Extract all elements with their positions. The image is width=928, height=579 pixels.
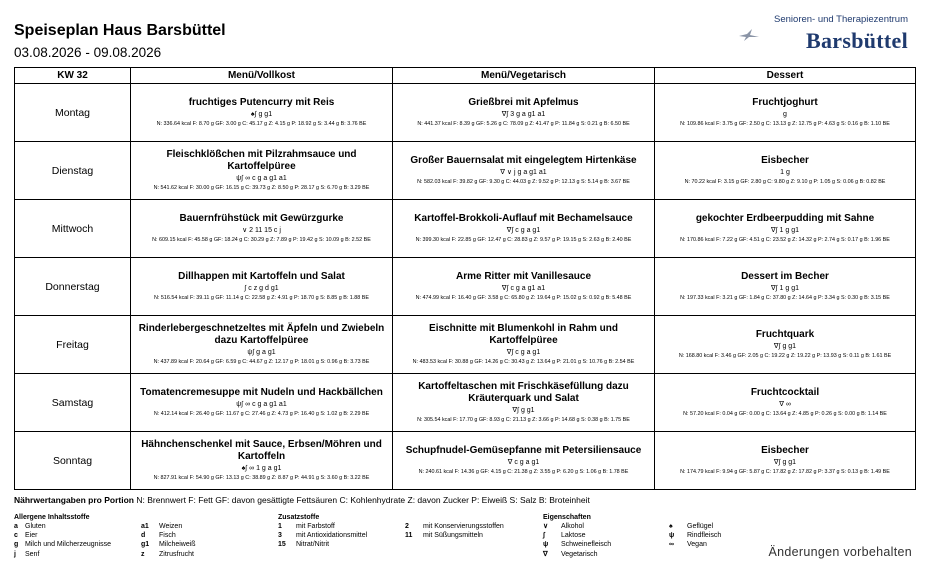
menu-cell-vegetarisch bbox=[393, 432, 655, 490]
allergens-legend-2 bbox=[141, 522, 196, 559]
legend-key: ∫ bbox=[543, 532, 545, 540]
additives-legend-2 bbox=[405, 522, 504, 540]
legend-item bbox=[543, 531, 611, 540]
nutrition-legend-text: N: Brennwert F: Fett GF: davon gesättigte Fettsäuren C: Kohlenhydrate Z: davon Zucker P: Eiweiß S: Salz B: Broteinheit bbox=[133, 495, 590, 505]
menu-cell-dessert bbox=[655, 84, 916, 142]
dish-nutrition: N: 399.30 kcal F: 22.85 g GF: 12.47 g C: 28.83 g Z: 9.57 g P: 19.15 g S: 2.63 g B: 2.40 BE bbox=[415, 237, 632, 243]
dish-nutrition: N: 109.86 kcal F: 3.75 g GF: 2.50 g C: 13.13 g Z: 12.75 g P: 4.63 g S: 0.16 g B: 1.10 BE bbox=[680, 121, 890, 127]
menu-cell-vollkost bbox=[131, 316, 393, 374]
legend-key: a1 bbox=[141, 523, 149, 530]
legend-text: Milcheiweiß bbox=[159, 541, 196, 549]
day-cell: Donnerstag bbox=[15, 258, 131, 316]
dish-name: Eisbecher bbox=[761, 445, 809, 456]
menu-cell-vollkost bbox=[131, 142, 393, 200]
menu-cell-dessert bbox=[655, 258, 916, 316]
legend-text: mit Konservierungsstoffen bbox=[423, 523, 504, 530]
legend-key: ∞ bbox=[669, 541, 674, 549]
nutrition-legend bbox=[14, 495, 590, 505]
legend-text: Fisch bbox=[159, 532, 176, 540]
dish-nutrition: N: 336.64 kcal F: 8.70 g GF: 3.00 g C: 45.17 g Z: 4.15 g P: 18.92 g S: 3.44 g B: 3.76 BE bbox=[156, 121, 367, 127]
menu-cell-dessert bbox=[655, 374, 916, 432]
legend-item bbox=[278, 522, 367, 531]
dish-codes: ψ∫ ∞ c g a g1 a1 bbox=[236, 175, 287, 182]
legend-key: g bbox=[14, 541, 19, 549]
nutrition-legend-label: Nährwertangaben pro Portion bbox=[14, 495, 134, 505]
legend-key: 3 bbox=[278, 532, 282, 540]
legend-item bbox=[543, 522, 611, 531]
allergens-list-2 bbox=[141, 522, 196, 559]
legend-key: ∇ bbox=[543, 550, 548, 558]
legend-text: Vegan bbox=[687, 541, 707, 549]
legend-item bbox=[141, 531, 196, 540]
legend-text: Weizen bbox=[159, 523, 183, 530]
dish-nutrition: N: 437.89 kcal F: 20.64 g GF: 6.59 g C: 44.67 g Z: 12.17 g P: 18.01 g S: 0.96 g B: 3.73 BE bbox=[153, 359, 370, 365]
table-header-row bbox=[15, 68, 916, 84]
menu-cell-dessert bbox=[655, 142, 916, 200]
legend-text: Laktose bbox=[561, 532, 586, 540]
legend-item bbox=[278, 531, 367, 540]
header bbox=[14, 22, 226, 61]
dish-nutrition: N: 582.03 kcal F: 39.82 g GF: 9.30 g C: 44.03 g Z: 9.52 g P: 12.13 g S: 5.14 g B: 3.67 BE bbox=[417, 179, 630, 185]
table-row bbox=[15, 316, 916, 374]
dish-codes: ψ∫ ∞ c g a g1 a1 bbox=[236, 401, 287, 408]
legend-text: Vegetarisch bbox=[561, 550, 598, 558]
dish-name: Dessert im Becher bbox=[741, 271, 829, 282]
dish-name: Dillhappen mit Kartoffeln und Salat bbox=[178, 271, 345, 282]
additives-list-1 bbox=[278, 522, 367, 550]
properties-list-2 bbox=[669, 522, 721, 550]
bird-logo-icon bbox=[738, 28, 760, 42]
day-cell: Dienstag bbox=[15, 142, 131, 200]
dish-codes: 1 g bbox=[780, 169, 790, 176]
date-range: 03.08.2026 - 09.08.2026 bbox=[14, 45, 162, 60]
dish-codes: ∇∫ 3 g a g1 a1 bbox=[501, 111, 546, 118]
legend-text: mit Antioxidationsmittel bbox=[296, 532, 368, 540]
legend-text: Nitrat/Nitrit bbox=[296, 541, 330, 549]
legend-text: Alkohol bbox=[561, 523, 584, 530]
menu-cell-vegetarisch bbox=[393, 200, 655, 258]
legend-key: ♠ bbox=[669, 523, 673, 530]
legend-key: z bbox=[141, 550, 145, 558]
legend-key: ψ bbox=[669, 532, 675, 540]
dish-codes: ∇∫ c g a g1 a1 bbox=[501, 285, 546, 292]
dish-name: Fruchtjoghurt bbox=[752, 97, 818, 108]
legend-item bbox=[14, 540, 111, 549]
dish-name: Schupfnudel-Gemüsepfanne mit Petersiliensauce bbox=[405, 445, 642, 456]
table-row bbox=[15, 142, 916, 200]
menu-cell-vollkost bbox=[131, 258, 393, 316]
dish-codes: ∇∫ 1 g g1 bbox=[770, 285, 799, 292]
legend-item bbox=[141, 522, 196, 531]
day-cell: Freitag bbox=[15, 316, 131, 374]
legend-item bbox=[141, 540, 196, 549]
menu-table-body bbox=[15, 84, 916, 490]
legend-item bbox=[669, 531, 721, 540]
legend-key: 2 bbox=[405, 523, 409, 530]
column-header-vollkost: Menü/Vollkost bbox=[131, 68, 393, 84]
dish-name: Fruchtcocktail bbox=[750, 387, 820, 398]
dish-codes: ∇ ∞ bbox=[779, 401, 791, 408]
legend-text: Geflügel bbox=[687, 523, 714, 530]
dish-codes: ∇∫ 1 g g1 bbox=[770, 227, 799, 234]
legend-key: a bbox=[14, 523, 18, 530]
logo bbox=[738, 14, 908, 56]
menu-cell-vegetarisch bbox=[393, 374, 655, 432]
menu-cell-vegetarisch bbox=[393, 258, 655, 316]
menu-cell-dessert bbox=[655, 200, 916, 258]
dish-codes: ∇∫ c g a g1 bbox=[506, 349, 541, 356]
allergens-legend bbox=[14, 513, 111, 559]
menu-cell-dessert bbox=[655, 432, 916, 490]
dish-name: Eisbecher bbox=[761, 155, 809, 166]
menu-cell-vollkost bbox=[131, 84, 393, 142]
legend-key: ψ bbox=[543, 541, 549, 549]
legend-text: mit Süßungsmitteln bbox=[423, 532, 483, 540]
legend-key: d bbox=[141, 532, 146, 540]
dish-codes: ∇ c g a g1 bbox=[507, 459, 540, 466]
legend-item bbox=[669, 540, 721, 549]
menu-cell-vollkost bbox=[131, 200, 393, 258]
menu-cell-vollkost bbox=[131, 374, 393, 432]
table-row bbox=[15, 374, 916, 432]
dish-codes: ∫ c z g d g1 bbox=[244, 285, 279, 292]
properties-legend-2 bbox=[669, 522, 721, 550]
dish-nutrition: N: 827.91 kcal F: 54.90 g GF: 13.13 g C: 38.89 g Z: 8.87 g P: 44.91 g S: 3.60 g B: 3.22 BE bbox=[153, 475, 370, 481]
dish-nutrition: N: 240.61 kcal F: 14.36 g GF: 4.15 g C: 21.38 g Z: 3.55 g P: 6.20 g S: 1.06 g B: 1.78 BE bbox=[418, 469, 629, 475]
properties-list-1 bbox=[543, 522, 611, 559]
table-row bbox=[15, 258, 916, 316]
legend-text: mit Farbstoff bbox=[296, 523, 335, 530]
legend-key: 15 bbox=[278, 541, 286, 549]
day-cell: Sonntag bbox=[15, 432, 131, 490]
legend-text: Milch und Milcherzeugnisse bbox=[25, 541, 111, 549]
logo-name: Barsbüttel bbox=[806, 28, 908, 53]
dish-nutrition: N: 70.22 kcal F: 3.15 g GF: 2.80 g C: 9.80 g Z: 9.10 g P: 1.05 g S: 0.06 g B: 0.82 BE bbox=[684, 179, 886, 185]
legend-item bbox=[14, 550, 111, 559]
menu-cell-vegetarisch bbox=[393, 142, 655, 200]
legend-text: Rindfleisch bbox=[687, 532, 722, 540]
dish-codes: ∇∫ g g1 bbox=[512, 407, 535, 414]
legend-item bbox=[14, 522, 111, 531]
dish-codes: ∇∫ g g1 bbox=[773, 343, 797, 350]
additives-legend bbox=[278, 513, 367, 550]
dish-name: Hähnchenschenkel mit Sauce, Erbsen/Möhren und Kartoffeln bbox=[141, 439, 382, 462]
dish-codes: g bbox=[783, 111, 787, 118]
allergens-title: Allergene Inhaltsstoffe bbox=[14, 514, 90, 521]
properties-legend bbox=[543, 513, 611, 559]
table-row bbox=[15, 432, 916, 490]
column-header-week: KW 32 bbox=[15, 68, 131, 84]
dish-name: Grießbrei mit Apfelmus bbox=[468, 97, 579, 108]
legend-text: Eier bbox=[25, 532, 38, 540]
legend-item bbox=[543, 550, 611, 559]
dish-codes: ♠∫ ∞ 1 g a g1 bbox=[241, 465, 282, 472]
column-header-vegetarisch: Menü/Vegetarisch bbox=[393, 68, 655, 84]
dish-name: gekochter Erdbeerpudding mit Sahne bbox=[695, 213, 875, 224]
dish-name: Kartoffel-Brokkoli-Auflauf mit Bechamelsauce bbox=[414, 213, 633, 224]
changes-note: Änderungen vorbehalten bbox=[768, 545, 912, 559]
menu-cell-vegetarisch bbox=[393, 84, 655, 142]
dish-name: Bauernfrühstück mit Gewürzgurke bbox=[179, 213, 344, 224]
legend-key: j bbox=[14, 550, 16, 558]
day-cell: Mittwoch bbox=[15, 200, 131, 258]
dish-name: Arme Ritter mit Vanillesauce bbox=[455, 271, 592, 282]
menu-cell-vollkost bbox=[131, 432, 393, 490]
dish-codes: ∇∫ g g1 bbox=[773, 459, 797, 466]
dish-nutrition: N: 516.54 kcal F: 39.11 g GF: 11.14 g C: 22.58 g Z: 4.91 g P: 18.70 g S: 8.85 g B: 1.88 BE bbox=[154, 295, 369, 301]
menu-cell-dessert bbox=[655, 316, 916, 374]
dish-codes: ψ∫ g a g1 bbox=[247, 349, 276, 356]
legend-item bbox=[405, 531, 504, 540]
dish-name: fruchtiges Putencurry mit Reis bbox=[188, 97, 335, 108]
legend-key: ∨ bbox=[543, 523, 549, 530]
day-cell: Samstag bbox=[15, 374, 131, 432]
dish-codes: ∇∫ c g a g1 bbox=[506, 227, 541, 234]
legend-text: Senf bbox=[25, 550, 40, 558]
dish-nutrition: N: 441.37 kcal F: 8.39 g GF: 5.26 g C: 78.09 g Z: 41.47 g P: 11.84 g S: 0.21 g B: 6.50 BE bbox=[417, 121, 630, 127]
dish-codes: ∨ 2 11 15 c j bbox=[242, 227, 281, 234]
table-row bbox=[15, 84, 916, 142]
dish-nutrition: N: 168.80 kcal F: 3.46 g GF: 2.05 g C: 19.22 g Z: 19.22 g P: 13.93 g S: 0.11 g B: 1.61 BE bbox=[678, 353, 892, 359]
dish-nutrition: N: 412.14 kcal F: 26.40 g GF: 11.67 g C: 27.46 g Z: 4.73 g P: 16.40 g S: 1.02 g B: 2.29 BE bbox=[153, 411, 370, 417]
dish-codes: ∇ ∨ j g a g1 a1 bbox=[500, 169, 547, 176]
dish-nutrition: N: 174.79 kcal F: 9.94 g GF: 5.87 g C: 17.82 g Z: 17.82 g P: 3.37 g S: 0.13 g B: 1.49 BE bbox=[680, 469, 890, 475]
legend-text: Zitrusfrucht bbox=[159, 550, 195, 558]
dish-name: Rinderlebergeschnetzeltes mit Äpfeln und Zwiebeln dazu Kartoffelpüree bbox=[138, 323, 385, 346]
legend-item bbox=[141, 550, 196, 559]
table-row bbox=[15, 200, 916, 258]
dish-name: Eischnitte mit Blumenkohl in Rahm und Kartoffelpüree bbox=[429, 323, 618, 346]
dish-name: Kartoffeltaschen mit Frischkäsefüllung dazu Kräuterquark und Salat bbox=[418, 381, 629, 404]
menu-table bbox=[14, 67, 916, 490]
dish-nutrition: N: 609.15 kcal F: 45.58 g GF: 18.24 g C: 30.29 g Z: 7.89 g P: 19.42 g S: 10.09 g B: 2.52 BE bbox=[152, 237, 371, 243]
dish-name: Fruchtquark bbox=[755, 329, 815, 340]
page-title: Speiseplan Haus Barsbüttel bbox=[14, 22, 226, 39]
legend-text: Schweinefleisch bbox=[561, 541, 612, 549]
legend-text: Gluten bbox=[25, 523, 46, 530]
day-cell: Montag bbox=[15, 84, 131, 142]
allergens-list-1 bbox=[14, 522, 111, 559]
legend-key: g1 bbox=[141, 541, 150, 549]
dish-codes: ♠∫ g g1 bbox=[250, 111, 273, 118]
legend-item bbox=[14, 531, 111, 540]
additives-list-2 bbox=[405, 522, 504, 540]
additives-title: Zusatzstoffe bbox=[278, 514, 320, 521]
legend-key: c bbox=[14, 532, 18, 540]
dish-name: Tomatencremesuppe mit Nudeln und Hackbällchen bbox=[140, 387, 383, 398]
legend-item bbox=[405, 522, 504, 531]
menu-cell-vegetarisch bbox=[393, 316, 655, 374]
properties-title: Eigenschaften bbox=[543, 514, 591, 521]
dish-name: Großer Bauernsalat mit eingelegtem Hirtenkäse bbox=[410, 155, 637, 166]
dish-nutrition: N: 197.33 kcal F: 3.21 g GF: 1.84 g C: 37.80 g Z: 14.64 g P: 3.34 g S: 0.30 g B: 3.15 BE bbox=[680, 295, 890, 301]
dish-nutrition: N: 541.62 kcal F: 30.00 g GF: 16.15 g C: 39.73 g Z: 8.50 g P: 28.17 g S: 6.70 g B: 3.29 BE bbox=[153, 185, 370, 191]
dish-nutrition: N: 474.99 kcal F: 16.40 g GF: 3.58 g C: 65.80 g Z: 19.64 g P: 15.02 g S: 0.92 g B: 5.48 BE bbox=[415, 295, 632, 301]
dish-name: Fleischklößchen mit Pilzrahmsauce und Kartoffelpüree bbox=[166, 149, 357, 172]
dish-nutrition: N: 57.20 kcal F: 0.04 g GF: 0.00 g C: 13.64 g Z: 4.85 g P: 0.26 g S: 0.00 g B: 1.14 BE bbox=[683, 411, 887, 417]
legend-key: 11 bbox=[405, 532, 413, 540]
legend-item bbox=[278, 540, 367, 549]
column-header-dessert: Dessert bbox=[655, 68, 916, 84]
logo-subtitle: Senioren- und Therapiezentrum bbox=[774, 14, 908, 25]
dish-nutrition: N: 170.86 kcal F: 7.22 g GF: 4.51 g C: 23.52 g Z: 14.32 g P: 2.74 g S: 0.17 g B: 1.96 BE bbox=[680, 237, 890, 243]
dish-nutrition: N: 305.54 kcal F: 17.70 g GF: 8.93 g C: 21.13 g Z: 3.66 g P: 14.68 g S: 0.38 g B: 1.75 BE bbox=[417, 417, 630, 423]
legend-item bbox=[543, 540, 611, 549]
legend-key: 1 bbox=[278, 523, 282, 530]
dish-nutrition: N: 483.53 kcal F: 30.88 g GF: 14.26 g C: 30.43 g Z: 13.64 g P: 21.01 g S: 10.76 g B: 2.54 BE bbox=[412, 359, 635, 365]
legend-item bbox=[669, 522, 721, 531]
